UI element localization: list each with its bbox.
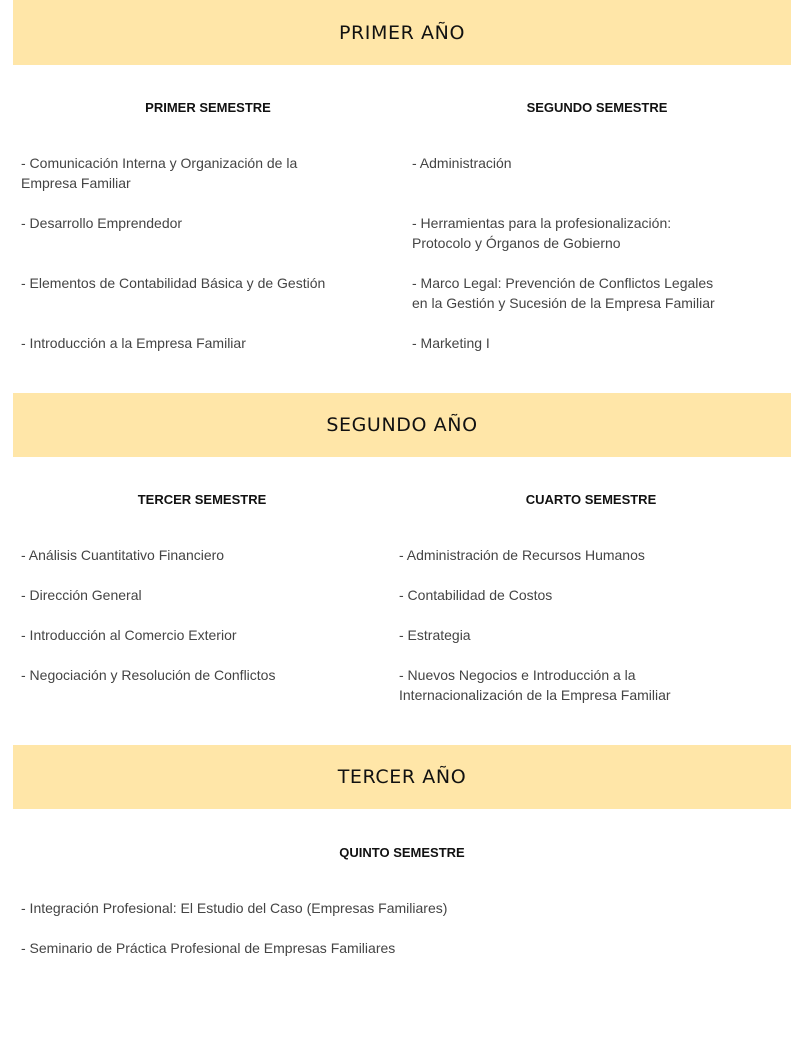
course-item: - Marketing I	[412, 335, 490, 351]
course-item: - Seminario de Práctica Profesional de Empresas Familiares	[21, 940, 396, 956]
course-item: - Negociación y Resolución de Conflictos	[21, 667, 276, 683]
course-item: - Integración Profesional: El Estudio del Caso (Empresas Familiares)	[21, 900, 448, 916]
course-item: - Marco Legal: Prevención de Conflictos Legales en la Gestión y Sucesión de la Empresa Familiar	[412, 275, 715, 311]
year-heading-3: TERCER AÑO	[13, 745, 791, 809]
course-item: - Análisis Cuantitativo Financiero	[21, 547, 225, 563]
course-item: - Comunicación Interna y Organización de la Empresa Familiar	[21, 155, 298, 191]
course-item: - Dirección General	[21, 587, 142, 603]
course-item: - Introducción al Comercio Exterior	[21, 627, 237, 643]
course-item: - Contabilidad de Costos	[399, 587, 553, 603]
course-item: - Administración	[412, 155, 512, 171]
semester-heading-3: TERCER SEMESTRE	[137, 492, 267, 507]
course-item: - Introducción a la Empresa Familiar	[21, 335, 246, 351]
course-item: - Desarrollo Emprendedor	[21, 215, 183, 231]
semester-heading-4: CUARTO SEMESTRE	[525, 492, 657, 507]
semester-heading-5: QUINTO SEMESTRE	[339, 845, 465, 860]
course-item: - Estrategia	[399, 627, 471, 643]
course-item: - Nuevos Negocios e Introducción a la Internacionalización de la Empresa Familiar	[399, 667, 671, 703]
course-item: - Administración de Recursos Humanos	[399, 547, 645, 563]
year-heading-2: SEGUNDO AÑO	[13, 393, 791, 457]
year-heading-1: PRIMER AÑO	[13, 0, 791, 65]
semester-heading-1: PRIMER SEMESTRE	[145, 100, 271, 115]
course-item: - Herramientas para la profesionalización: Protocolo y Órganos de Gobierno	[412, 215, 672, 251]
course-item: - Elementos de Contabilidad Básica y de Gestión	[21, 275, 326, 291]
semester-heading-2: SEGUNDO SEMESTRE	[526, 100, 668, 115]
